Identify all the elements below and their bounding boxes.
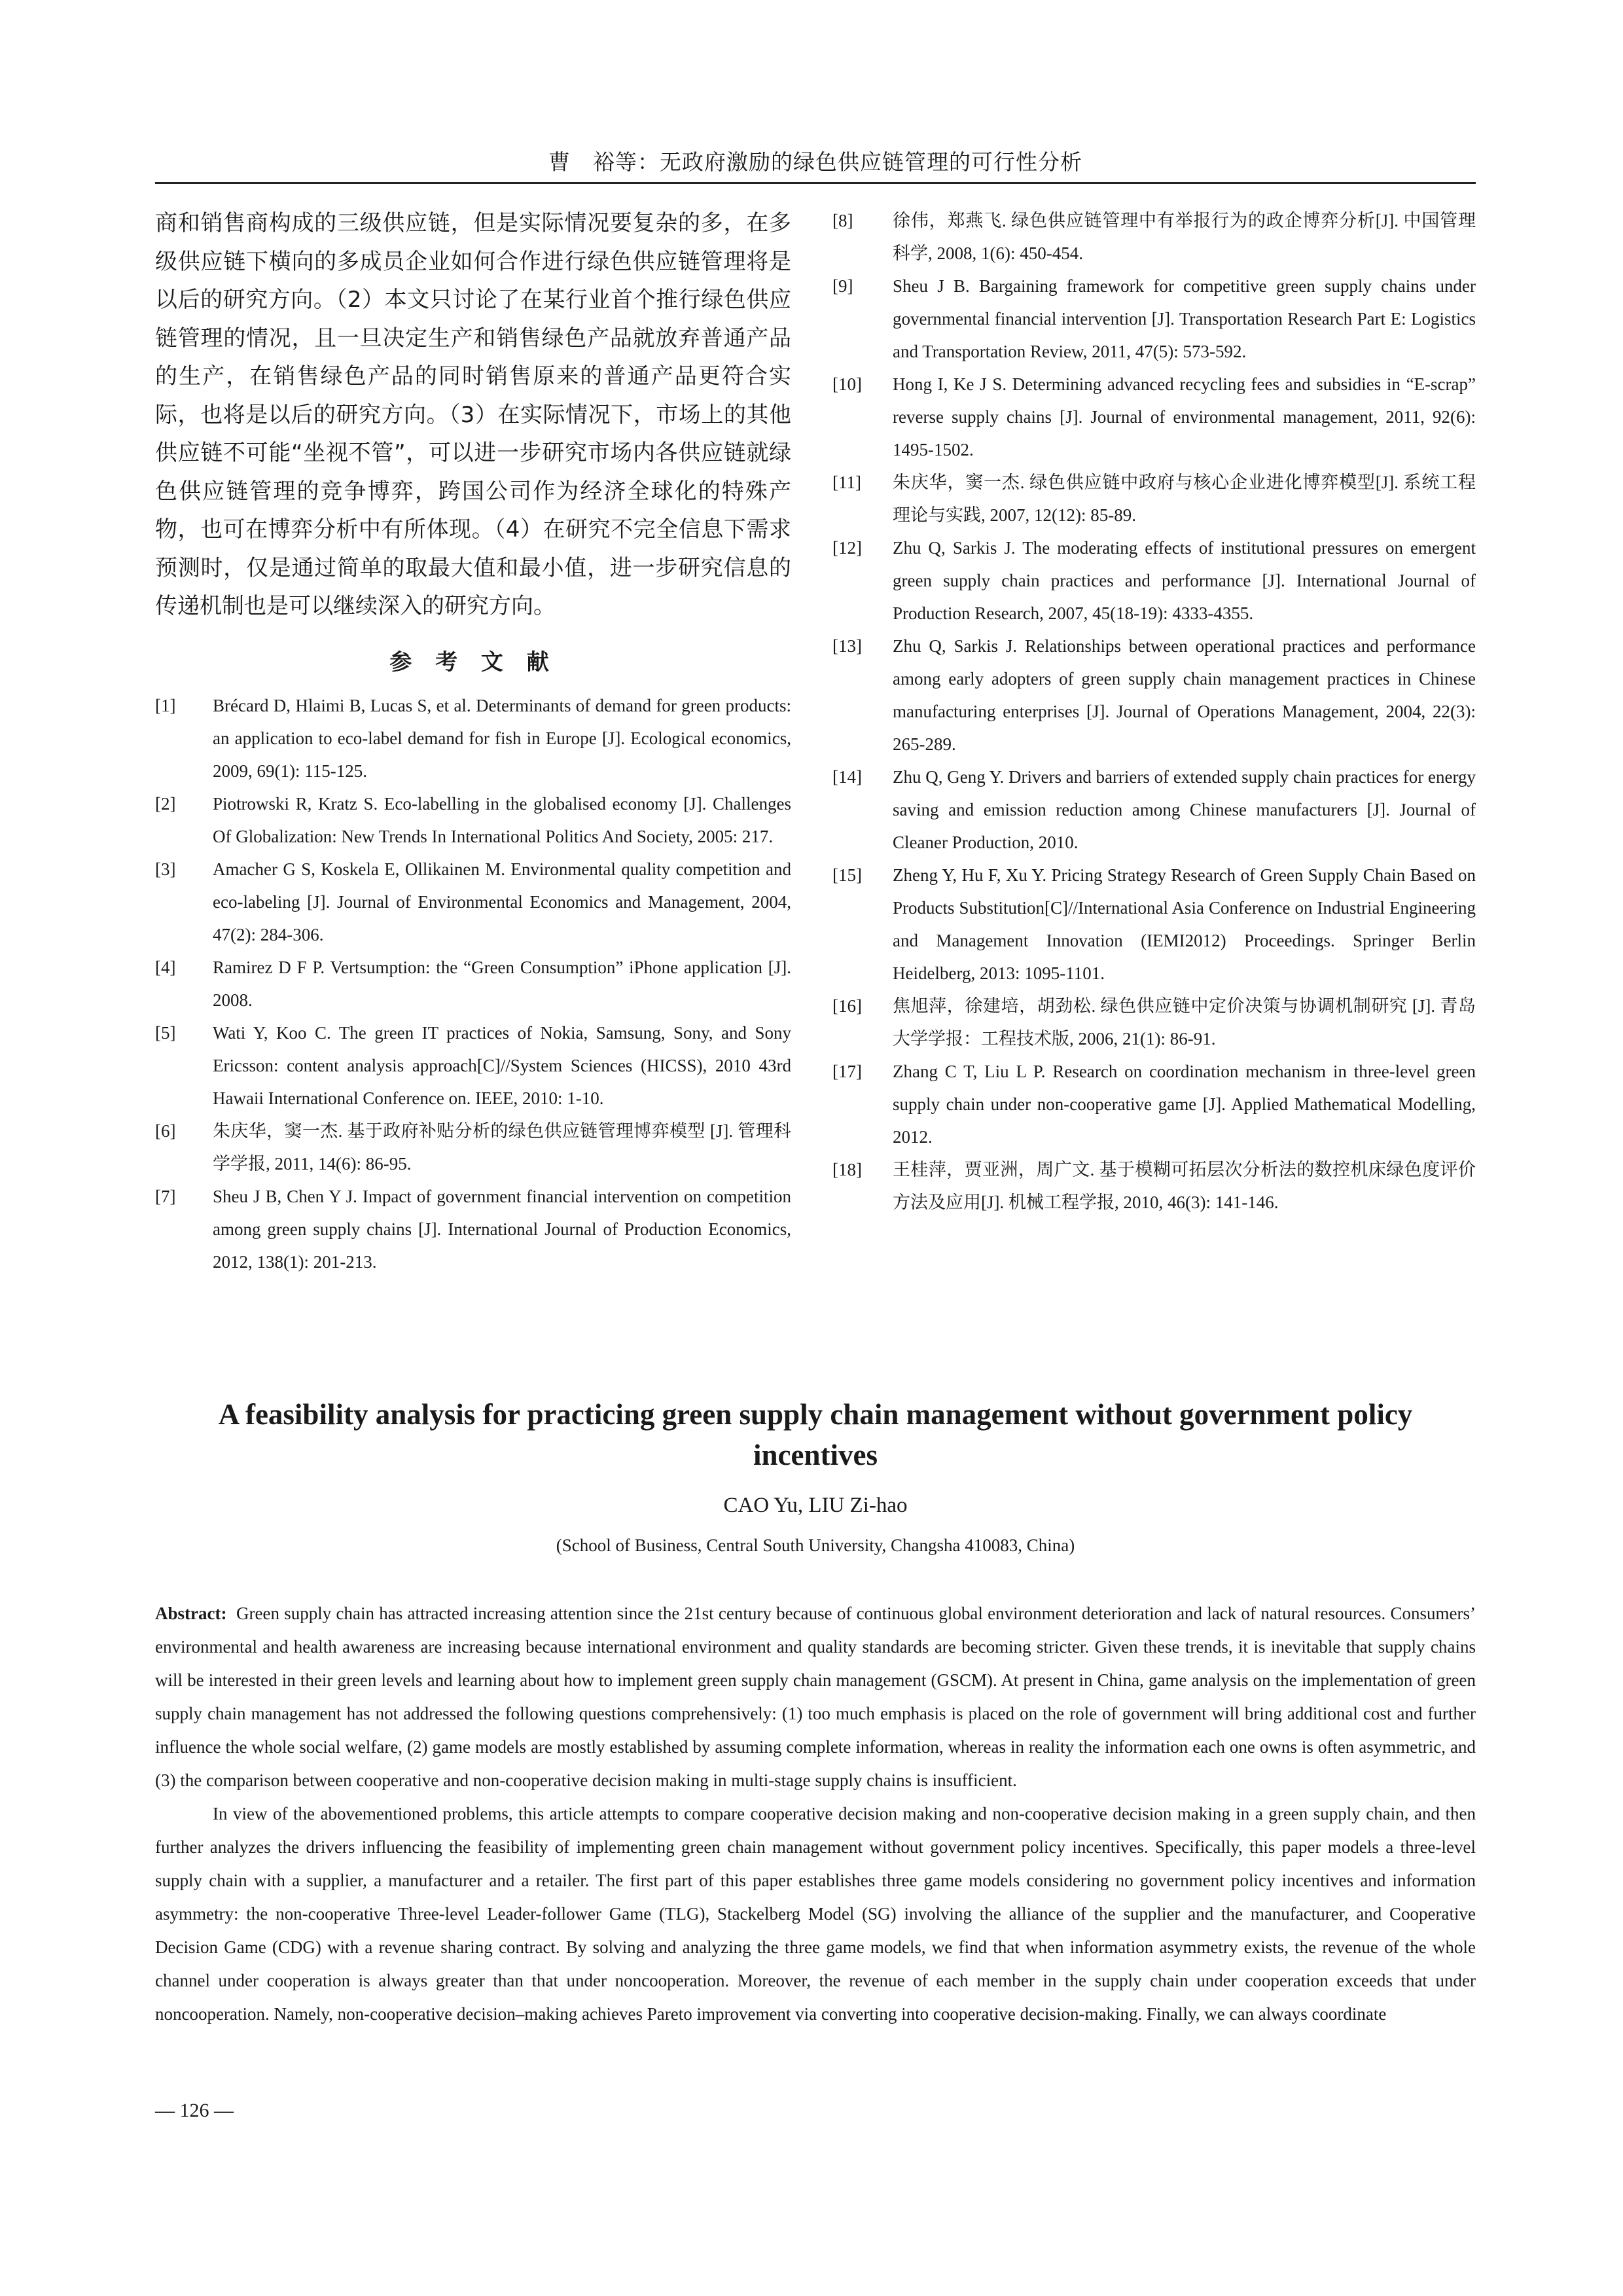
reference-text: 朱庆华，窦一杰. 基于政府补贴分析的绿色供应链管理博弈模型 [J]. 管理科学学报, 2011, 14(6): 86-95. — [213, 1121, 791, 1174]
reference-item — [832, 1055, 1476, 1153]
reference-number: [6] — [155, 1121, 176, 1141]
reference-text: Sheu J B. Bargaining framework for competitive green supply chains under governmental financial intervention [J]. Transportation Research Part E: Logistics and Transportation Review, 2011, 47(5): 573-592. — [893, 276, 1476, 361]
reference-item — [155, 787, 791, 853]
abstract-section — [155, 1597, 1476, 2031]
reference-item — [832, 859, 1476, 990]
reference-text: Zhu Q, Sarkis J. Relationships between operational practices and performance among early adopters of green supply chain management practices in Chinese manufacturing enterprises [J]. Journal of Operations Management, 2004, 22(3): 265-289. — [893, 636, 1476, 754]
reference-text: Brécard D, Hlaimi B, Lucas S, et al. Determinants of demand for green products: an application to eco-label demand for fish in Europe [J]. Ecological economics, 2009, 69(1): 115-125. — [213, 695, 791, 781]
reference-number: [5] — [155, 1022, 176, 1043]
reference-number: [10] — [832, 374, 862, 394]
reference-item — [832, 531, 1476, 630]
reference-text: Zhu Q, Geng Y. Drivers and barriers of extended supply chain practices for energy saving and emission reduction among Chinese manufacturers [J]. Journal of Cleaner Production, 2010. — [893, 767, 1476, 852]
reference-number: [7] — [155, 1186, 176, 1206]
reference-number: [18] — [832, 1160, 862, 1179]
reference-number: [15] — [832, 865, 862, 885]
reference-number: [13] — [832, 636, 862, 656]
reference-text: 徐伟，郑燕飞. 绿色供应链管理中有举报行为的政企博弈分析[J]. 中国管理科学, 2008, 1(6): 450-454. — [893, 211, 1476, 263]
reference-list-left — [155, 689, 791, 1278]
reference-item — [832, 466, 1476, 531]
reference-number: [1] — [155, 695, 176, 715]
abstract-paragraph-1 — [155, 1597, 1476, 1797]
reference-text: Zheng Y, Hu F, Xu Y. Pricing Strategy Research of Green Supply Chain Based on Products Substitution[C]//International Asia Conference on Industrial Engineering and Management Innovation (IEMI2012) Proceedings. Springer Berlin Heidelberg, 2013: 1095-1101. — [893, 865, 1476, 983]
reference-text: Ramirez D F P. Vertsumption: the “Green Consumption” iPhone application [J]. 2008. — [213, 957, 791, 1010]
reference-item — [832, 1153, 1476, 1219]
english-authors: CAO Yu, LIU Zi-hao — [723, 1494, 908, 1517]
reference-item — [832, 204, 1476, 270]
reference-item — [832, 761, 1476, 859]
reference-text: Piotrowski R, Kratz S. Eco-labelling in the globalised economy [J]. Challenges Of Globalization: New Trends In International Politics And Society, 2005: 217. — [213, 793, 791, 846]
reference-item — [155, 1115, 791, 1180]
reference-text: Zhang C T, Liu L P. Research on coordination mechanism in three-level green supply chain under non-cooperative game [J]. Applied Mathematical Modelling, 2012. — [893, 1062, 1476, 1147]
running-title: 曹 裕等：无政府激励的绿色供应链管理的可行性分析 — [548, 149, 1082, 175]
reference-item — [155, 1180, 791, 1278]
reference-item — [155, 853, 791, 951]
english-title: A feasibility analysis for practicing green supply chain management without government policy incentives — [218, 1398, 1413, 1471]
reference-text: Sheu J B, Chen Y J. Impact of government financial intervention on competition among green supply chains [J]. International Journal of Production Economics, 2012, 138(1): 201-213. — [213, 1186, 791, 1272]
reference-text: Wati Y, Koo C. The green IT practices of Nokia, Samsung, Sony, and Sony Ericsson: content analysis approach[C]//System Sciences (HICSS), 2010 43rd Hawaii International Conference on. IEEE, 2010: 1-10. — [213, 1022, 791, 1108]
reference-text: Amacher G S, Koskela E, Ollikainen M. Environmental quality competition and eco-labeling [J]. Journal of Environmental Economics and Management, 2004, 47(2): 284-306. — [213, 859, 791, 944]
reference-item — [832, 368, 1476, 466]
reference-item — [155, 951, 791, 1016]
left-column — [155, 204, 791, 1278]
reference-text: Zhu Q, Sarkis J. The moderating effects of institutional pressures on emergent green supply chain practices and performance [J]. International Journal of Production Research, 2007, 45(18-19): 4333-4355. — [893, 538, 1476, 623]
reference-number: [3] — [155, 859, 176, 879]
reference-number: [4] — [155, 957, 176, 977]
reference-item — [832, 630, 1476, 761]
reference-item — [832, 990, 1476, 1055]
header-rule — [155, 182, 1476, 184]
reference-number: [12] — [832, 538, 862, 558]
reference-text: 王桂萍，贾亚洲，周广文. 基于模糊可拓层次分析法的数控机床绿色度评价方法及应用[J]. 机械工程学报, 2010, 46(3): 141-146. — [893, 1160, 1476, 1212]
page-number: — 126 — — [155, 2100, 234, 2121]
reference-text: 朱庆华，窦一杰. 绿色供应链中政府与核心企业进化博弈模型[J]. 系统工程理论与实践, 2007, 12(12): 85-89. — [893, 473, 1476, 525]
english-affiliation: (School of Business, Central South University, Changsha 410083, China) — [556, 1535, 1075, 1555]
abstract-paragraph-2: In view of the abovementioned problems, this article attempts to compare cooperative decision making and non-cooperative decision making in a green supply chain, and then further analyzes the drivers influencing the feasibility of implementing green chain management without government policy incentives. Specifically, this paper models a three-level supply chain with a supplier, a manufacturer and a retailer. The first part of this paper establishes three game models considering no government policy incentives and information asymmetry: the non-cooperative Three-level Leader-follower Game (TLG), Stackelberg Model (SG) involving the alliance of the supplier and the manufacturer, and Cooperative Decision Game (CDG) with a revenue sharing contract. By solving and analyzing the three game models, we find that when information asymmetry exists, the revenue of the whole channel under cooperation is always greater than that under noncooperation. Moreover, the revenue of each member in the supply chain under cooperation exceeds that under noncooperation. Namely, non-cooperative decision–making achieves Pareto improvement via converting into cooperative decision-making. Finally, we can always coordinate — [155, 1804, 1476, 2024]
right-column — [832, 204, 1476, 1219]
reference-number: [8] — [832, 211, 853, 230]
reference-item — [155, 1016, 791, 1115]
body-paragraph-cn: 商和销售商构成的三级供应链，但是实际情况要复杂的多，在多级供应链下横向的多成员企业如何合作进行绿色供应链管理将是以后的研究方向。（2）本文只讨论了在某行业首个推行绿色供应链管理的情况，且一旦决定生产和销售绿色产品就放弃普通产品的生产，在销售绿色产品的同时销售原来的普通产品更符合实际，也将是以后的研究方向。（3）在实际情况下，市场上的其他供应链不可能“坐视不管”，可以进一步研究市场内各供应链就绿色供应链管理的竞争博弈，跨国公司作为经济全球化的特殊产物，也可在博弈分析中有所体现。（4）在研究不完全信息下需求预测时，仅是通过简单的取最大值和最小值，进一步研究信息的传递机制也是可以继续深入的研究方向。 — [155, 210, 791, 619]
reference-number: [9] — [832, 276, 853, 296]
abstract-text-1: Green supply chain has attracted increasing attention since the 21st century because of continuous global environment deterioration and lack of natural resources. Consumers’ environmental and health awareness are increasing because international environment and quality standards are becoming stricter. Given these trends, it is inevitable that supply chains will be interested in their green levels and learning about how to implement green supply chain management (GSCM). At present in China, game analysis on the implementation of green supply chain management has not addressed the following questions comprehensively: (1) too much emphasis is placed on the role of government will bring additional cost and further influence the whole social welfare, (2) game models are mostly established by assuming complete information, whereas in reality the information each one owns is often asymmetric, and (3) the comparison between cooperative and non-cooperative decision making in multi-stage supply chains is insufficient. — [155, 1604, 1476, 1790]
reference-number: [11] — [832, 473, 861, 492]
reference-text: 焦旭萍，徐建培，胡劲松. 绿色供应链中定价决策与协调机制研究 [J]. 青岛大学学报：工程技术版, 2006, 21(1): 86-91. — [893, 996, 1476, 1049]
reference-number: [17] — [832, 1062, 862, 1081]
abstract-label: Abstract: — [155, 1604, 227, 1623]
reference-item — [155, 689, 791, 787]
reference-list-right — [832, 204, 1476, 1219]
reference-number: [2] — [155, 793, 176, 814]
reference-number: [14] — [832, 767, 862, 787]
references-heading: 参 考 文 献 — [389, 649, 557, 675]
reference-number: [16] — [832, 996, 862, 1016]
reference-text: Hong I, Ke J S. Determining advanced recycling fees and subsidies in “E-scrap” reverse supply chains [J]. Journal of environmental management, 2011, 92(6): 1495-1502. — [893, 374, 1476, 459]
reference-item — [832, 270, 1476, 368]
